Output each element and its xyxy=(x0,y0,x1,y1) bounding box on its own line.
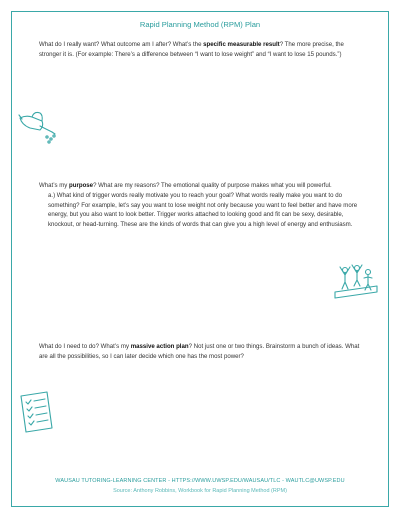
section-action-emphasis: massive action plan xyxy=(130,343,189,350)
section-purpose-text-before: What’s my xyxy=(39,182,70,189)
section-result xyxy=(39,40,365,60)
section-action-text-before: What do I need to do? What’s my xyxy=(39,343,131,350)
footer-source: Source: Anthony Robbins, Workbook for Rapid Planning Method (RPM) xyxy=(113,488,287,494)
footer-contact: WAUSAU TUTORING-LEARNING CENTER - HTTPS://WWW.UWSP.EDU/WAUSAU/TLC - WAUTLC@UWSP.EDU xyxy=(55,478,345,484)
watering-can-icon xyxy=(16,106,60,144)
section-result-text-after: ? The more precise, the stronger it is. (For example: There’s a difference between “I want to lose weight” and “I want to lose 15 pounds.”) xyxy=(39,41,344,58)
page-title: Rapid Planning Method (RPM) Plan xyxy=(139,20,261,29)
section-purpose-text-after: ? What are my reasons? The emotional quality of purpose makes what you will powerful. xyxy=(93,182,332,189)
section-purpose-emphasis: purpose xyxy=(69,182,94,189)
page-border xyxy=(11,11,389,507)
checklist-icon xyxy=(17,390,55,434)
section-result-emphasis: specific measurable result xyxy=(203,41,280,48)
celebrating-people-icon xyxy=(333,262,379,300)
section-purpose-subpoint: a.) What kind of trigger words really motivate you to reach your goal? What words really make you want to do something? For example, let’s say you want to lose weight not only because you want to feel better and have more energy, but you also want to look better. Trigger works attached to looking good and fit can be sexy, desirable, knockout, or head-turning. These are the kinds of words that can give you a high level of energy and enthusiasm. xyxy=(48,191,358,229)
section-purpose xyxy=(39,181,365,230)
section-action-plan xyxy=(39,342,365,362)
section-result-text-before: What do I really want? What outcome am I after? What’s the xyxy=(39,41,204,48)
section-action-text-after: ? Not just one or two things. Brainstorm a bunch of ideas. What are all the possibilities, so I can later decide which one has the most power? xyxy=(39,343,360,360)
